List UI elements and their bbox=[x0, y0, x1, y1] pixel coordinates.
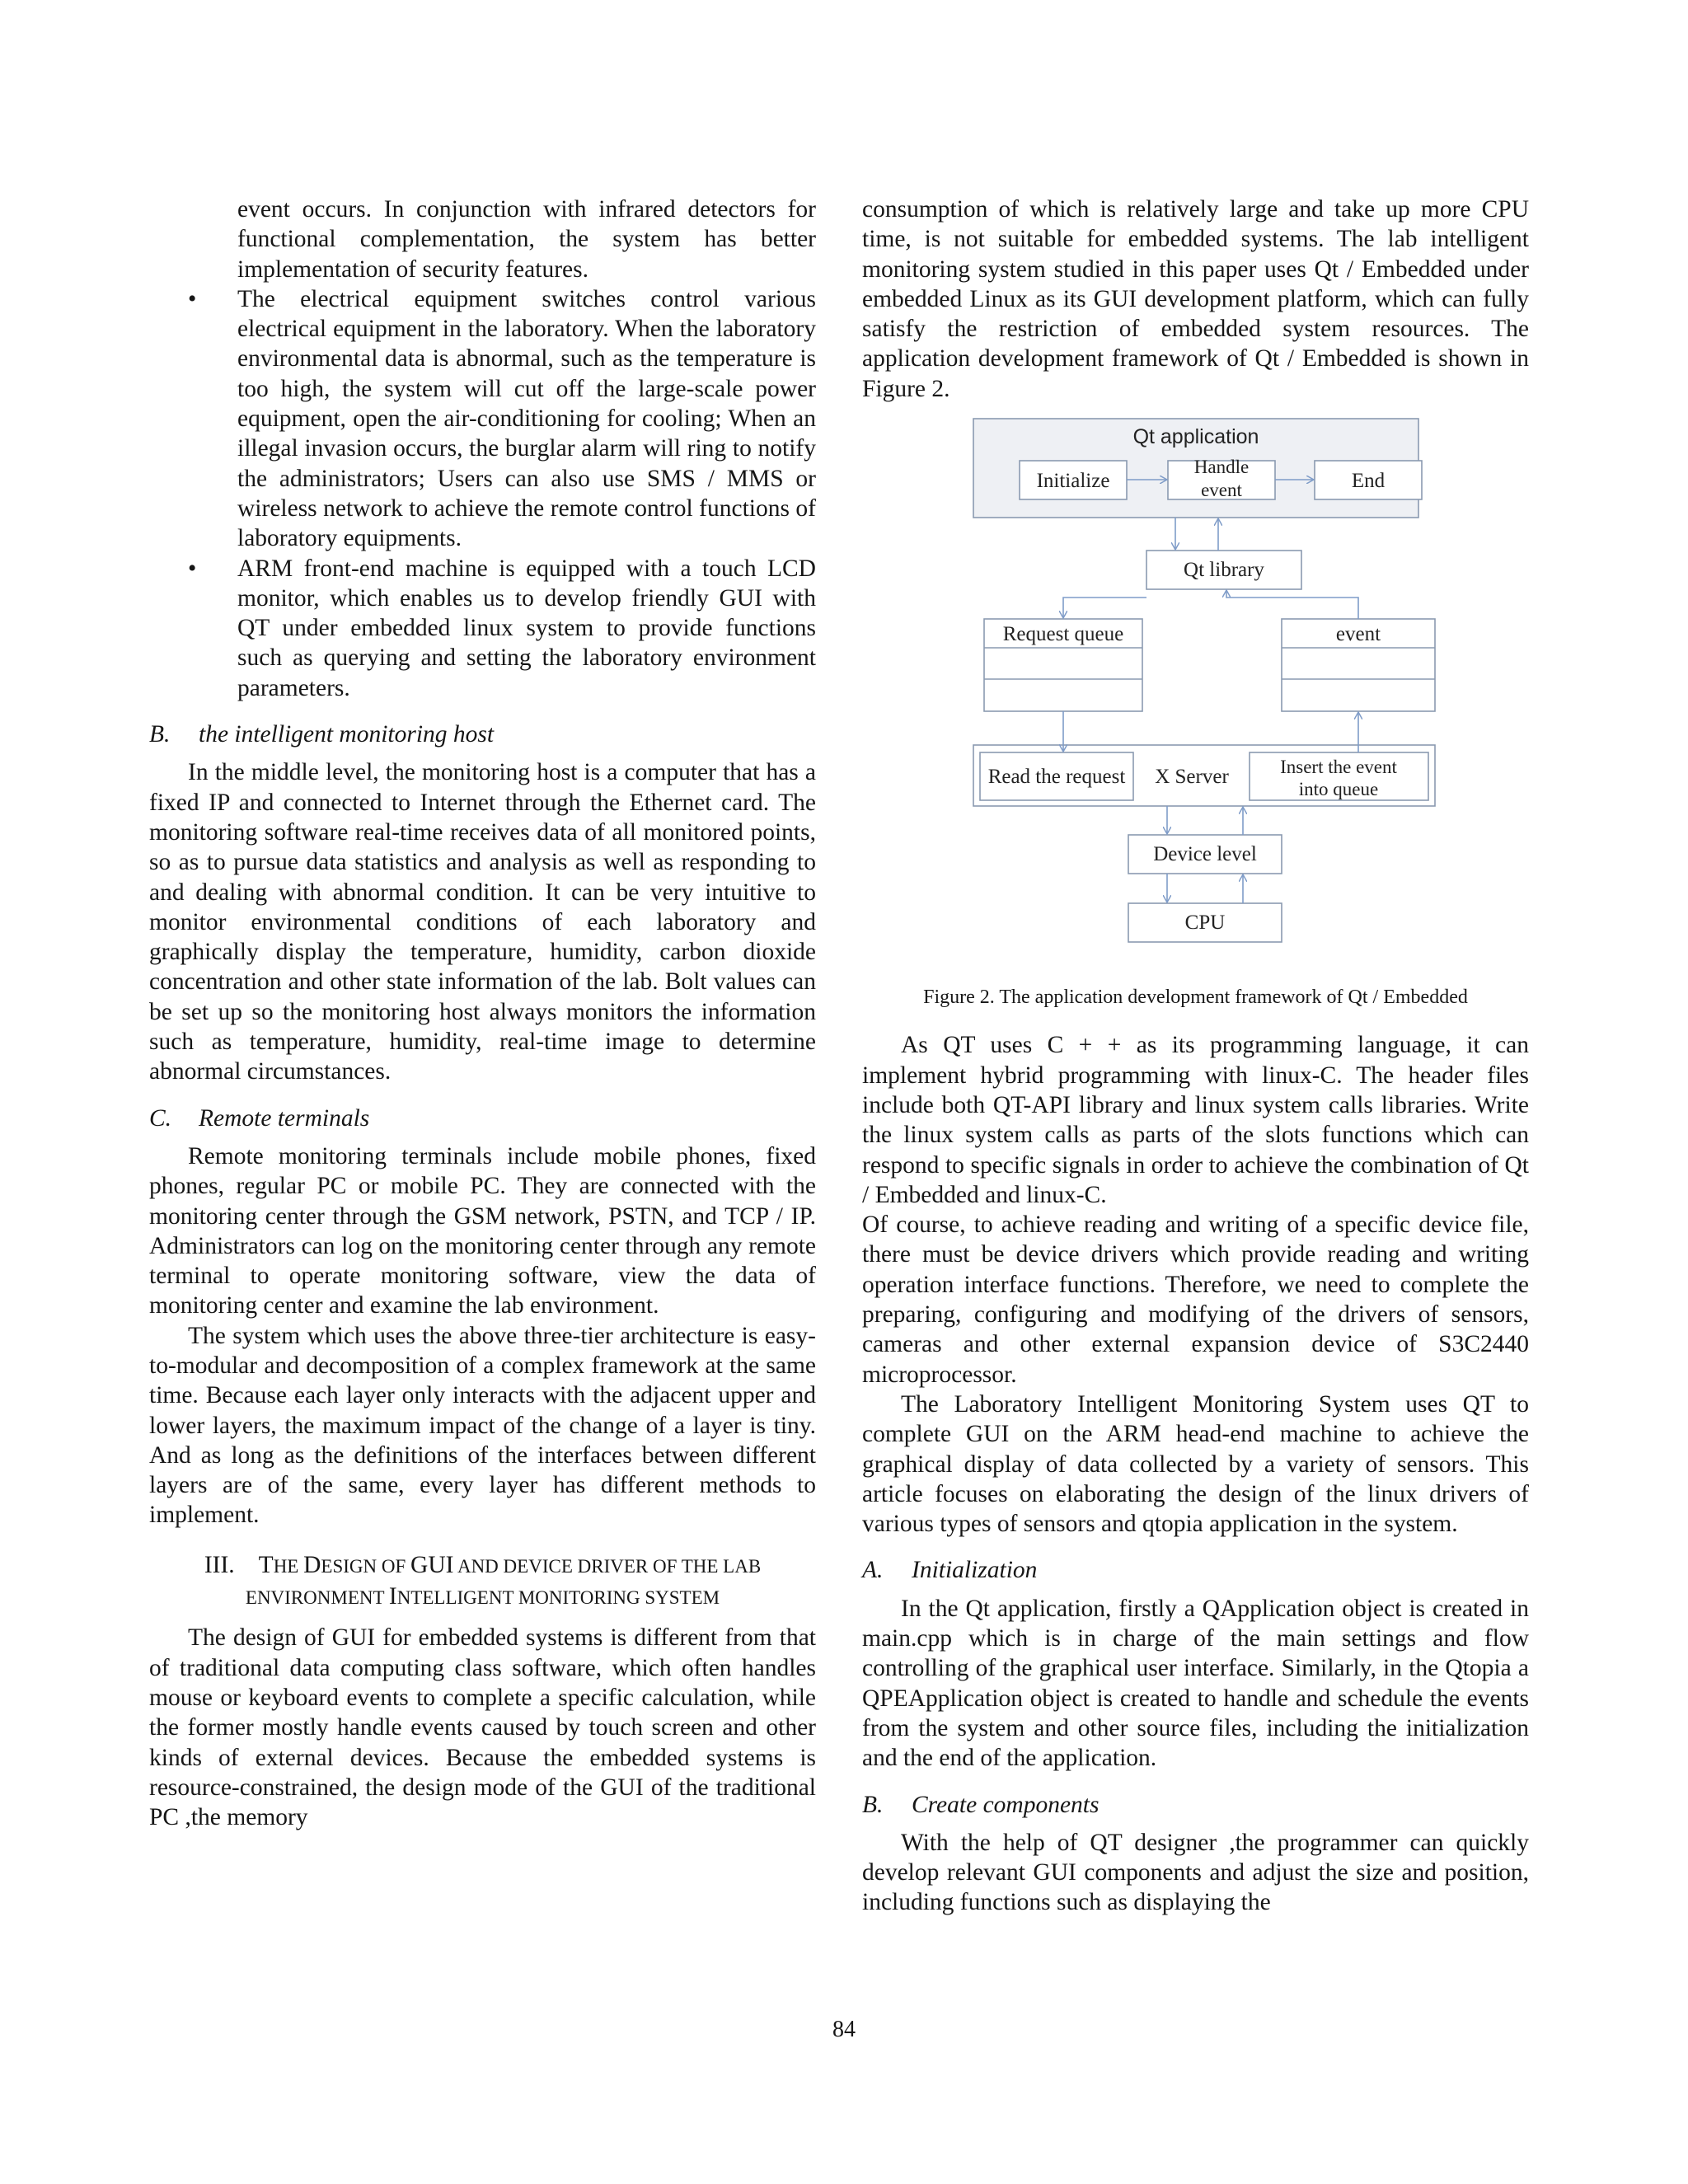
device-level-label: Device level bbox=[1153, 843, 1257, 866]
heading-part: T bbox=[258, 1551, 274, 1578]
subsection-heading bbox=[862, 1555, 1529, 1585]
heading-part: AND DEVICE DRIVER OF THE LAB bbox=[453, 1555, 762, 1577]
list-item bbox=[149, 554, 816, 703]
paragraph: With the help of QT designer ,the programmer can quickly develop relevant GUI components and adjust the size and position, including functions such as displaying the bbox=[862, 1829, 1529, 1916]
bullet-list bbox=[149, 284, 816, 703]
section-heading bbox=[149, 1550, 816, 1614]
bullet-icon: • bbox=[188, 285, 197, 312]
heading-part: NTELLIGENT MONITORING SYSTEM bbox=[396, 1587, 720, 1609]
subsection-heading bbox=[149, 1104, 816, 1133]
subsection-heading bbox=[149, 719, 816, 749]
initialize-label: Initialize bbox=[1036, 470, 1110, 493]
cpu-label: CPU bbox=[1184, 912, 1226, 935]
subsection-label: B. bbox=[862, 1791, 884, 1818]
paragraph: In the Qt application, firstly a QApplication object is created in main.cpp which is in charge of the main settings and flow controlling of the graphical user interface. Similarly, in the Qtopia a QPEApplication object is created to handle and schedule the events from the system and other source files, including the initialization and the end of the application. bbox=[862, 1595, 1529, 1772]
figure-2 bbox=[862, 410, 1529, 979]
read-request-label: Read the request bbox=[987, 766, 1126, 789]
heading-part: HE bbox=[273, 1555, 304, 1577]
handle-event-label-2: event bbox=[1201, 480, 1242, 501]
paragraph: The design of GUI for embedded systems is different from that of traditional data computing class software, which often handles mouse or keyboard events to complete a specific calculation, while the former mostly handle events caused by touch screen and other kinds of external devices. Because the embedded systems is resource-constrained, the design mode of the GUI of the traditional PC ,the memory bbox=[149, 1624, 816, 1831]
insert-event-label-2: into queue bbox=[1298, 779, 1379, 800]
event-label: event bbox=[1335, 623, 1381, 646]
subsection-title: Remote terminals bbox=[199, 1104, 370, 1132]
left-column bbox=[149, 194, 816, 1832]
subsection-title: the intelligent monitoring host bbox=[199, 721, 495, 748]
paragraph: In the middle level, the monitoring host is a computer that has a fixed IP and connected to Internet through the Ethernet card. The monitoring software real-time receives data of all monitored points, so as to pursue data statistics and analysis as well as responding to and dealing with abnormal condition. It can be very intuitive to monitor environmental conditions of each laboratory and graphically display the temperature, humidity, carbon dioxide concentration and other state information of the lab. Bolt values can be set up so the monitoring host always monitors the information such as temperature, humidity, real-time image to determine abnormal circumstances. bbox=[149, 759, 816, 1085]
subsection-label: A. bbox=[862, 1557, 884, 1584]
paragraph: As QT uses C + + as its programming language, it can implement hybrid programming with linux-C. The header files include both QT-API library and linux system calls libraries. Write the linux system calls as parts of the slots functions which can respond to specific signals in order to achieve the combination of Qt / Embedded and linux-C. bbox=[862, 1032, 1529, 1208]
insert-event-label-1: Insert the event bbox=[1280, 757, 1397, 778]
list-item bbox=[149, 284, 816, 554]
bullet-icon: • bbox=[188, 555, 197, 582]
heading-part: ENVIRONMENT bbox=[245, 1587, 389, 1609]
subsection-title: Create components bbox=[912, 1791, 1100, 1818]
paragraph: The system which uses the above three-tier architecture is easy-to-modular and decomposition of a complex framework at the same time. Because each layer only interacts with the adjacent upper and lower layers, the maximum impact of the change of a layer is tiny. And as long as the definitions of the interfaces between different layers are of the same, every layer has different methods to implement. bbox=[149, 1322, 816, 1529]
paragraph-continued: consumption of which is relatively large and take up more CPU time, is not suitable for embedded systems. The lab intelligent monitoring system studied in this paper uses Qt / Embedded under embedded Linux as its GUI development platform, which can fully satisfy the restriction of embedded system resources. The application development framework of Qt / Embedded is shown in Figure 2. bbox=[862, 196, 1529, 402]
paragraph: Of course, to achieve reading and writing of a specific device file, there must be device drivers which provide reading and writing operation interface functions. Therefore, we need to complete the preparing, configuring and modifying of the drivers of sensors, cameras and other external expansion device of S3C2440 microprocessor. bbox=[862, 1212, 1529, 1388]
section-heading-line-2 bbox=[149, 1582, 816, 1613]
section-numeral: III. bbox=[204, 1551, 235, 1578]
list-item-text: The electrical equipment switches control various electrical equipment in the laboratory. When the laboratory environmental data is abnormal, such as the temperature is too high, the system will cut off the large-scale power equipment, open the air-conditioning for cooling; When an illegal invasion occurs, the burglar alarm will ring to notify the administrators; Users can also use SMS / MMS or wireless network to achieve the remote control functions of laboratory equipments. bbox=[237, 285, 816, 552]
right-column bbox=[862, 194, 1529, 1918]
request-queue-label: Request queue bbox=[1002, 623, 1124, 646]
section-heading-line-1 bbox=[149, 1550, 816, 1582]
paragraph: The Laboratory Intelligent Monitoring System uses QT to complete GUI on the ARM head-end machine to achieve the graphical display of data collected by a variety of sensors. This article focuses on elaborating the design of the linux drivers of various types of sensors and qtopia application in the system. bbox=[862, 1390, 1529, 1538]
qt-application-label: Qt application bbox=[1132, 425, 1259, 449]
x-server-label: X Server bbox=[1155, 766, 1229, 789]
handle-event-label-1: Handle bbox=[1193, 457, 1250, 478]
page-number: 84 bbox=[832, 2017, 856, 2042]
qt-library-label: Qt library bbox=[1184, 559, 1264, 582]
heading-part: ESIGN OF bbox=[321, 1555, 411, 1577]
list-item-text: ARM front-end machine is equipped with a touch LCD monitor, which enables us to develop friendly GUI with QT under embedded linux system to provide functions such as querying and setting the laboratory environment parameters. bbox=[237, 555, 816, 701]
arrow-library-to-request-queue bbox=[1063, 598, 1146, 617]
subsection-label: C. bbox=[149, 1104, 172, 1132]
paragraph: Remote monitoring terminals include mobile phones, fixed phones, regular PC or mobile PC. They are connected with the monitoring center through the GSM network, PSTN, and TCP / IP. Administrators can log on the monitoring center through any remote terminal to operate monitoring software, view the data of monitoring center and examine the lab environment. bbox=[149, 1142, 816, 1319]
figure-caption: Figure 2. The application development framework of Qt / Embedded bbox=[923, 987, 1468, 1009]
end-label: End bbox=[1351, 470, 1386, 493]
subsection-heading bbox=[862, 1790, 1529, 1820]
heading-part: I bbox=[388, 1583, 397, 1610]
subsection-title: Initialization bbox=[912, 1557, 1038, 1584]
paragraph-continued: event occurs. In conjunction with infrared detectors for functional complementation, the system has better implementation of security features. bbox=[237, 196, 816, 283]
framework-diagram bbox=[862, 410, 1529, 979]
arrow-event-to-library bbox=[1226, 591, 1358, 619]
subsection-label: B. bbox=[149, 721, 171, 748]
heading-part: D bbox=[303, 1551, 321, 1578]
heading-part: GUI bbox=[410, 1551, 454, 1578]
